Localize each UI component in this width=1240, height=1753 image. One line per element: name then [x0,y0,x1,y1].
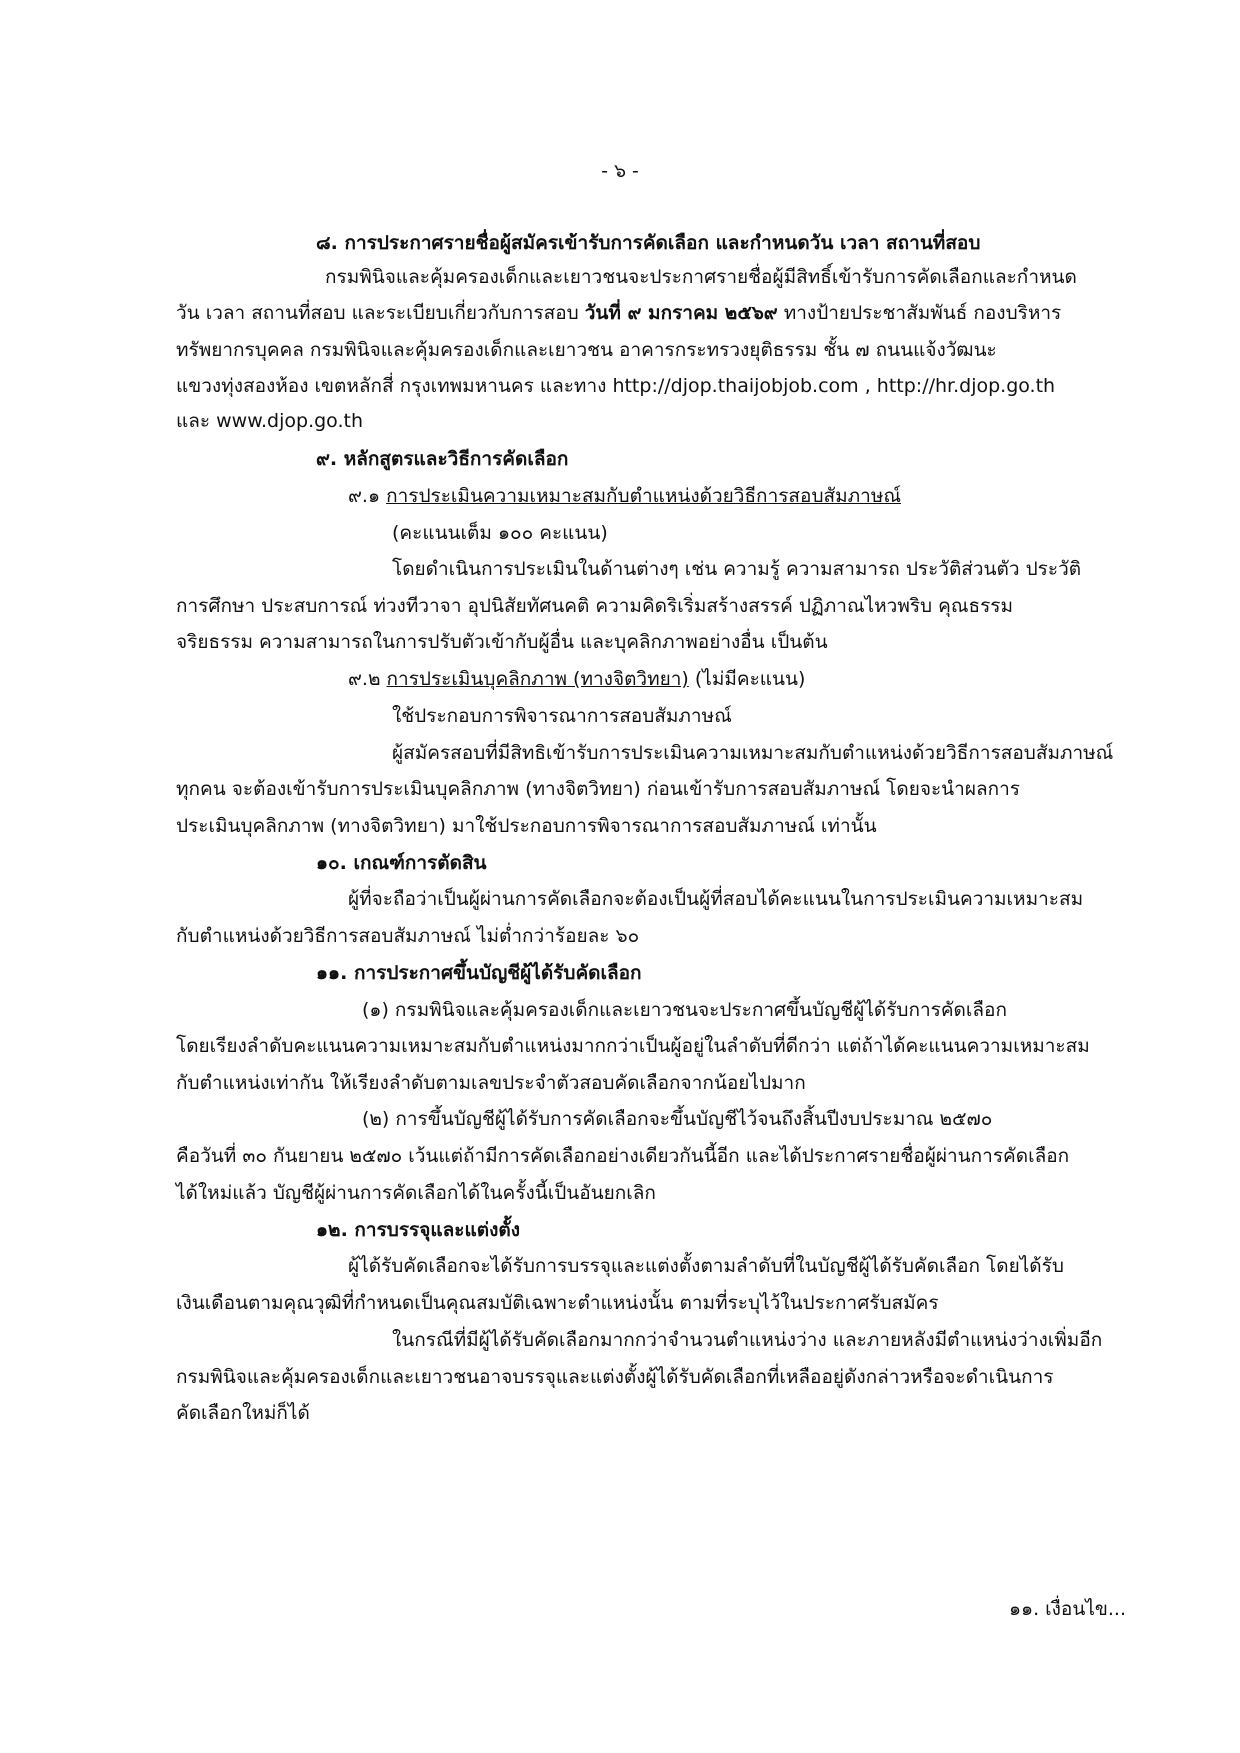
section-11-para-1-line-2: โดยเรียงลำดับคะแนนความเหมาะสมกับตำแหน่งมากกว่าเป็นผู้อยู่ในลำดับที่ดีกว่า แต่ถ้าได้คะแนนความเหมาะสม [176,1035,1090,1057]
section-9-1-line-2: การศึกษา ประสบการณ์ ท่วงทีวาจา อุปนิสัยทัศนคติ ความคิดริเริ่มสร้างสรรค์ ปฏิภาณไหวพริบ คุณธรรม [176,595,1014,617]
section-12-heading: ๑๒. การบรรจุและแต่งตั้ง [316,1219,520,1241]
section-8-line-4: แขวงทุ่งสองห้อง เขตหลักสี่ กรุงเทพมหานคร และทาง http://djop.thaijobjob.com , http://hr.djop.go.th [176,375,1056,397]
section-8-line-5: และ www.djop.go.th [176,410,363,432]
section-12-para-2-line-1: ในกรณีที่มีผู้ได้รับคัดเลือกมากกว่าจำนวนตำแหน่งว่าง และภายหลังมีตำแหน่งว่างเพิ่มอีก [392,1329,1103,1351]
section-9-2-title: การประเมินบุคลิกภาพ (ทางจิตวิทยา) [386,668,689,690]
section-11-para-1-line-1: (๑) กรมพินิจและคุ้มครองเด็กและเยาวชนจะประกาศขึ้นบัญชีผู้ได้รับการคัดเลือก [362,999,1007,1021]
section-10-line-2: กับตำแหน่งด้วยวิธีการสอบสัมภาษณ์ ไม่ต่ำกว่าร้อยละ ๖๐ [176,925,640,947]
page-number: - ๖ - [601,160,639,182]
section-9-1-title-line [348,483,901,509]
section-11-para-2-line-2: คือวันที่ ๓๐ กันยายน ๒๕๗๐ เว้นแต่ถ้ามีการคัดเลือกอย่างเดียวกันนี้อีก และได้ประกาศรายชื่อผู้ผ่านการคัดเลือก [176,1145,1070,1167]
section-8-heading: ๘. การประกาศรายชื่อผู้สมัครเข้ารับการคัดเลือก และกำหนดวัน เวลา สถานที่สอบ [316,232,981,254]
section-9-2-number: ๙.๒ [348,668,381,690]
section-8-line-2 [176,300,1061,326]
section-12-para-2-line-2: กรมพินิจและคุ้มครองเด็กและเยาวชนอาจบรรจุและแต่งตั้งผู้ได้รับคัดเลือกที่เหลืออยู่ดังกล่าวหรือจะดำเนินการ [176,1366,1054,1388]
section-8-line-2-a: วัน เวลา สถานที่สอบ และระเบียบเกี่ยวกับการสอบ [176,302,579,324]
section-10-line-1: ผู้ที่จะถือว่าเป็นผู้ผ่านการคัดเลือกจะต้องเป็นผู้ที่สอบได้คะแนนในการประเมินความเหมาะสม [348,888,1084,910]
section-9-1-score: (คะแนนเต็ม ๑๐๐ คะแนน) [392,522,608,544]
section-9-2-line-2: ผู้สมัครสอบที่มีสิทธิเข้ารับการประเมินความเหมาะสมกับตำแหน่งด้วยวิธีการสอบสัมภาษณ์ [392,742,1114,764]
section-9-2-line-4: ประเมินบุคลิกภาพ (ทางจิตวิทยา) มาใช้ประกอบการพิจารณาการสอบสัมภาษณ์ เท่านั้น [176,815,877,837]
section-11-para-1-line-3: กับตำแหน่งเท่ากัน ให้เรียงลำดับตามเลขประจำตัวสอบคัดเลือกจากน้อยไปมาก [176,1072,806,1094]
section-11-para-2-line-3: ได้ใหม่แล้ว บัญชีผู้ผ่านการคัดเลือกได้ในครั้งนี้เป็นอันยกเลิก [176,1182,656,1204]
section-9-heading: ๙. หลักสูตรและวิธีการคัดเลือก [316,448,569,470]
section-9-2-line-1: ใช้ประกอบการพิจารณาการสอบสัมภาษณ์ [392,705,732,727]
section-9-2-note: (ไม่มีคะแนน) [694,668,806,690]
section-8-line-3: ทรัพยากรบุคคล กรมพินิจและคุ้มครองเด็กและเยาวชน อาคารกระทรวงยุติธรรม ชั้น ๗ ถนนแจ้งวัฒนะ [176,339,997,361]
footer-continuation: ๑๑. เงื่อนไข... [1008,1598,1126,1620]
section-9-1-title: การประเมินความเหมาะสมกับตำแหน่งด้วยวิธีการสอบสัมภาษณ์ [386,485,901,507]
section-9-1-number: ๙.๑ [348,485,381,507]
section-12-para-1-line-1: ผู้ได้รับคัดเลือกจะได้รับการบรรจุและแต่งตั้งตามลำดับที่ในบัญชีผู้ได้รับคัดเลือก โดยได้รับ [348,1255,1064,1277]
section-9-2-title-line [348,666,805,692]
section-12-para-2-line-3: คัดเลือกใหม่ก็ได้ [176,1402,310,1424]
section-11-heading: ๑๑. การประกาศขึ้นบัญชีผู้ได้รับคัดเลือก [316,962,642,984]
announcement-date: วันที่ ๙ มกราคม ๒๕๖๙ [584,302,778,324]
section-9-1-line-3: จริยธรรม ความสามารถในการปรับตัวเข้ากับผู้อื่น และบุคลิกภาพอย่างอื่น เป็นต้น [176,631,828,653]
section-9-1-line-1: โดยดำเนินการประเมินในด้านต่างๆ เช่น ความรู้ ความสามารถ ประวัติส่วนตัว ประวัติ [392,558,1082,580]
section-12-para-1-line-2: เงินเดือนตามคุณวุฒิที่กำหนดเป็นคุณสมบัติเฉพาะตำแหน่งนั้น ตามที่ระบุไว้ในประกาศรับสมัคร [176,1292,939,1314]
section-10-heading: ๑๐. เกณฑ์การตัดสิน [316,852,487,874]
section-9-2-line-3: ทุกคน จะต้องเข้ารับการประเมินบุคลิกภาพ (ทางจิตวิทยา) ก่อนเข้ารับการสอบสัมภาษณ์ โดยจะนำผลการ [176,778,1020,800]
section-8-line-1: กรมพินิจและคุ้มครองเด็กและเยาวชนจะประกาศรายชื่อผู้มีสิทธิ์เข้ารับการคัดเลือกและกำหนด [325,266,1077,288]
section-11-para-2-line-1: (๒) การขึ้นบัญชีผู้ได้รับการคัดเลือกจะขึ้นบัญชีไว้จนถึงสิ้นปีงบประมาณ ๒๕๗๐ [362,1108,993,1130]
section-8-line-2-c: ทางป้ายประชาสัมพันธ์ กองบริหาร [783,302,1062,324]
